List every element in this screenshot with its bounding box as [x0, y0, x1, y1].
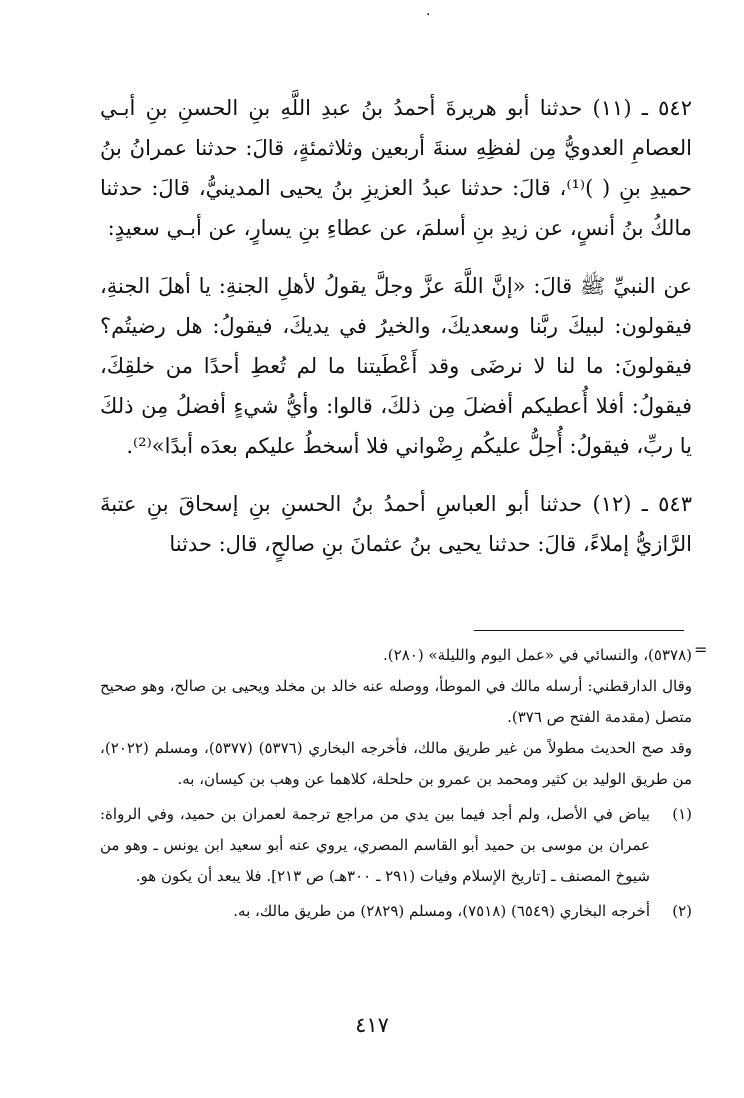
footnote-divider [474, 630, 684, 631]
hadith-542-matn: عن النبيِّ ﷺ قالَ: «إنَّ اللَّهَ عزَّ وجلَّ يقولُ لأهلِ الجنةِ: يا أهلَ الجنةِ، فيقولون: لبيكَ ربَّنا وسعديكَ، والخيرُ في يديكَ، فيقولُ: هل رضيتُم؟ فيقولونَ: ما لنا لا نرضَى وقد أَعْطَيتنا ما لم تُعطِ أحدًا من خلقِكَ، فيقولُ: أفلا أُعطيكم أفضلَ مِن ذلكَ، قالوا: وأيُّ شيءٍ أفضلُ مِن ذلكَ يا ربِّ، فيقولُ: أُحِلُّ عليكُم رِضْواني فلا أسخطُ عليكم بعدَه أبدًا»⁽²⁾. [100, 274, 692, 458]
footnote-text: أخرجه البخاري (٦٥٤٩) (٧٥١٨)، ومسلم (٢٨٢٩) من طريق مالك، به. [233, 902, 650, 920]
footnote-continuation-line: وقال الدارقطني: أرسله مالك في الموطأ، ووصله عنه خالد بن مخلد ويحيى بن صالح، وهو صحيح متصل (مقدمة الفتح ص ٣٧٦). [100, 677, 693, 726]
page-number: ٤١٧ [355, 1013, 389, 1037]
footnote-continuation-line: وقد صح الحديث مطولاً من غير طريق مالك، فأخرجه البخاري (٥٣٧٦) (٥٣٧٧)، ومسلم (٢٠٢٢)، من طريق الوليد بن كثير ومحمد بن عمرو بن حلحلة، كلاهما عن وهب بن كيسان، به. [100, 739, 692, 788]
footnote-number: (١) [672, 805, 692, 823]
footnote-continuation-line: (٥٣٧٨)، والنسائي في «عمل اليوم والليلة» (٢٨٠). [383, 646, 692, 664]
hadith-543-isnad: ٥٤٣ ـ (١٢) حدثنا أبو العباسِ أحمدُ بنُ الحسنِ بنِ إسحاقَ بنِ عتبةَ الرَّازيُّ إملاءً، قالَ: حدثنا يحيى بنُ عثمانَ بنِ صالحٍ، قال: حدثنا [100, 492, 692, 556]
footnote-continuation-mark: = [694, 640, 708, 659]
footnotes [100, 640, 692, 927]
main-text [100, 88, 692, 582]
footnote-2 [100, 896, 692, 927]
top-mark: · [426, 7, 431, 23]
footnote-1 [100, 799, 692, 892]
footnote-text: بياض في الأصل، ولم أجد فيما بين يدي من مراجع ترجمة لعمران بن حميد، وفي الرواة: عمران بن موسى بن حميد أبو القاسم المصري، يروي عنه أبو سعيد ابن يونس ـ وهو من شيوخ المصنف ـ [تاريخ الإسلام وفيات (٢٩١ ـ ٣٠٠هـ) ص ٢١٣]. فلا يبعد أن يكون هو. [100, 805, 650, 885]
hadith-542-isnad: ٥٤٢ ـ (١١) حدثنا أبو هريرةَ أحمدُ بنُ عبدِ اللَّهِ بنِ الحسنِ بنِ أبـي العصامِ العدويُّ مِن لفظِهِ سنةَ أربعين وثلاثمئةٍ، قالَ: حدثنا عمرانُ بنُ حميدِ بنِ ( )⁽¹⁾، قالَ: حدثنا عبدُ العزيزِ بنُ يحيى المدينيُّ، قالَ: حدثنا مالكُ بنُ أنسٍ، عن زيدِ بنِ أسلمَ، عن عطاءِ بنِ يسارٍ، عن أبـي سعيدٍ: [100, 96, 692, 240]
footnote-number: (٢) [672, 902, 692, 920]
